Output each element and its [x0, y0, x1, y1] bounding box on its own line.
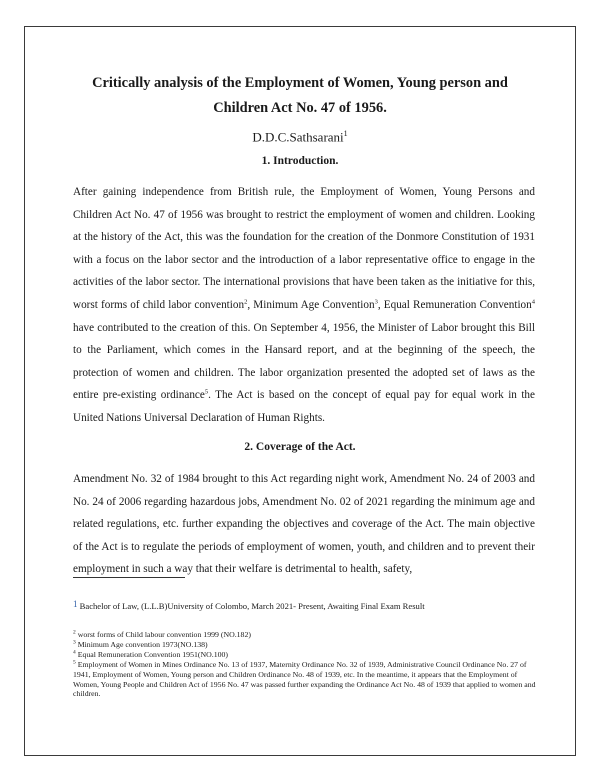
footnote-text: worst forms of Child labour convention 1999 (NO.182): [75, 630, 251, 639]
footnote-ref: 5: [204, 388, 209, 396]
footnote-mark: 4: [73, 649, 76, 656]
paragraph-introduction: [73, 181, 535, 430]
text-run: After gaining independence from British rule, the Employment of Women, Young Persons and Children Act No. 47 of 1956 was brought to restrict the employment of women and children. Looking at the history of the Act, this was the foundation for the creation of the Donmore Constitution of 1931 with a focus on the labor sector and the introduction of a labor representative office to engage in the activities of the labor sector. The international provisions that have been taken as the initiative for this, worst forms of child labor convention: [73, 186, 535, 311]
section-heading-introduction: 1. Introduction.: [261, 155, 339, 167]
author-footnote-mark: 1: [343, 129, 348, 138]
footnote-4: [73, 650, 539, 660]
text-run: . The Act is based on the concept of equal pay for equal work in the United Nations Universal Declaration of Human Rights.: [73, 389, 535, 424]
footnote-5: [73, 660, 539, 700]
footnote-ref: 3: [374, 298, 378, 306]
footnote-text: Equal Remuneration Convention 1951(NO.100): [75, 649, 228, 659]
footnote-1: [73, 601, 543, 612]
document-title: Critically analysis of the Employment of Women, Young person and Children Act No. 47 of 1956.: [92, 75, 508, 116]
footnote-mark: 1: [73, 599, 78, 609]
footnote-ref: 2: [244, 298, 248, 306]
document-page: [24, 26, 576, 756]
footnote-separator: [73, 577, 185, 578]
footnote-text: Bachelor of Law, (L.L.B)University of Colombo, March 2021- Present, Awaiting Final Exam Result: [77, 601, 425, 611]
footnote-text: Minimum Age convention 1973(NO.138): [75, 639, 208, 649]
author-name: D.D.C.Sathsarani: [252, 129, 344, 145]
footnotes-list: [73, 630, 539, 699]
footnote-text: Employment of Women in Mines Ordinance No. 13 of 1937, Maternity Ordinance No. 32 of 1939, Administrative Council Ordinance No. 27 of 1941, Employment of Women, Young person and Children Ordinance No. 48 of 1939, etc. In the meantime, it appears that the Employment of Women, Young People and Children Act of 1956 No. 47 was passed further expanding the Ordinance Act No. 48 of 1939 that applied to women and children.: [73, 659, 536, 699]
footnote-mark: 3: [73, 639, 76, 646]
text-run: , Equal Remuneration Convention: [377, 298, 532, 311]
footnote-mark: 2: [73, 629, 76, 636]
text-run: have contributed to the creation of this. On September 4, 1956, the Minister of Labor brought this Bill to the Parliament, which comes in the Hansard report, and at the beginning of the speech, the protection of women and children. The labor organization presented the adopted set of laws as the entire pre-existing ordinance: [73, 321, 535, 402]
paragraph-coverage: Amendment No. 32 of 1984 brought to this Act regarding night work, Amendment No. 24 of 2003 and No. 24 of 2006 regarding hazardous jobs, Amendment No. 02 of 2021 regarding the minimum age and related regulations, etc. further expanding the objectives and coverage of the Act. The main objective of the Act is to regulate the periods of employment of women, youth, and children and to prevent their employment in such a way that their welfare is detrimental to health, safety,: [73, 473, 535, 576]
text-run: , Minimum Age Convention: [247, 298, 375, 311]
section-heading-coverage: 2. Coverage of the Act.: [244, 441, 356, 453]
footnote-ref: 4: [531, 298, 535, 306]
footnote-2: [73, 630, 539, 640]
author-line: [25, 126, 575, 145]
footnote-3: [73, 640, 539, 650]
footnote-mark: 5: [73, 659, 76, 666]
